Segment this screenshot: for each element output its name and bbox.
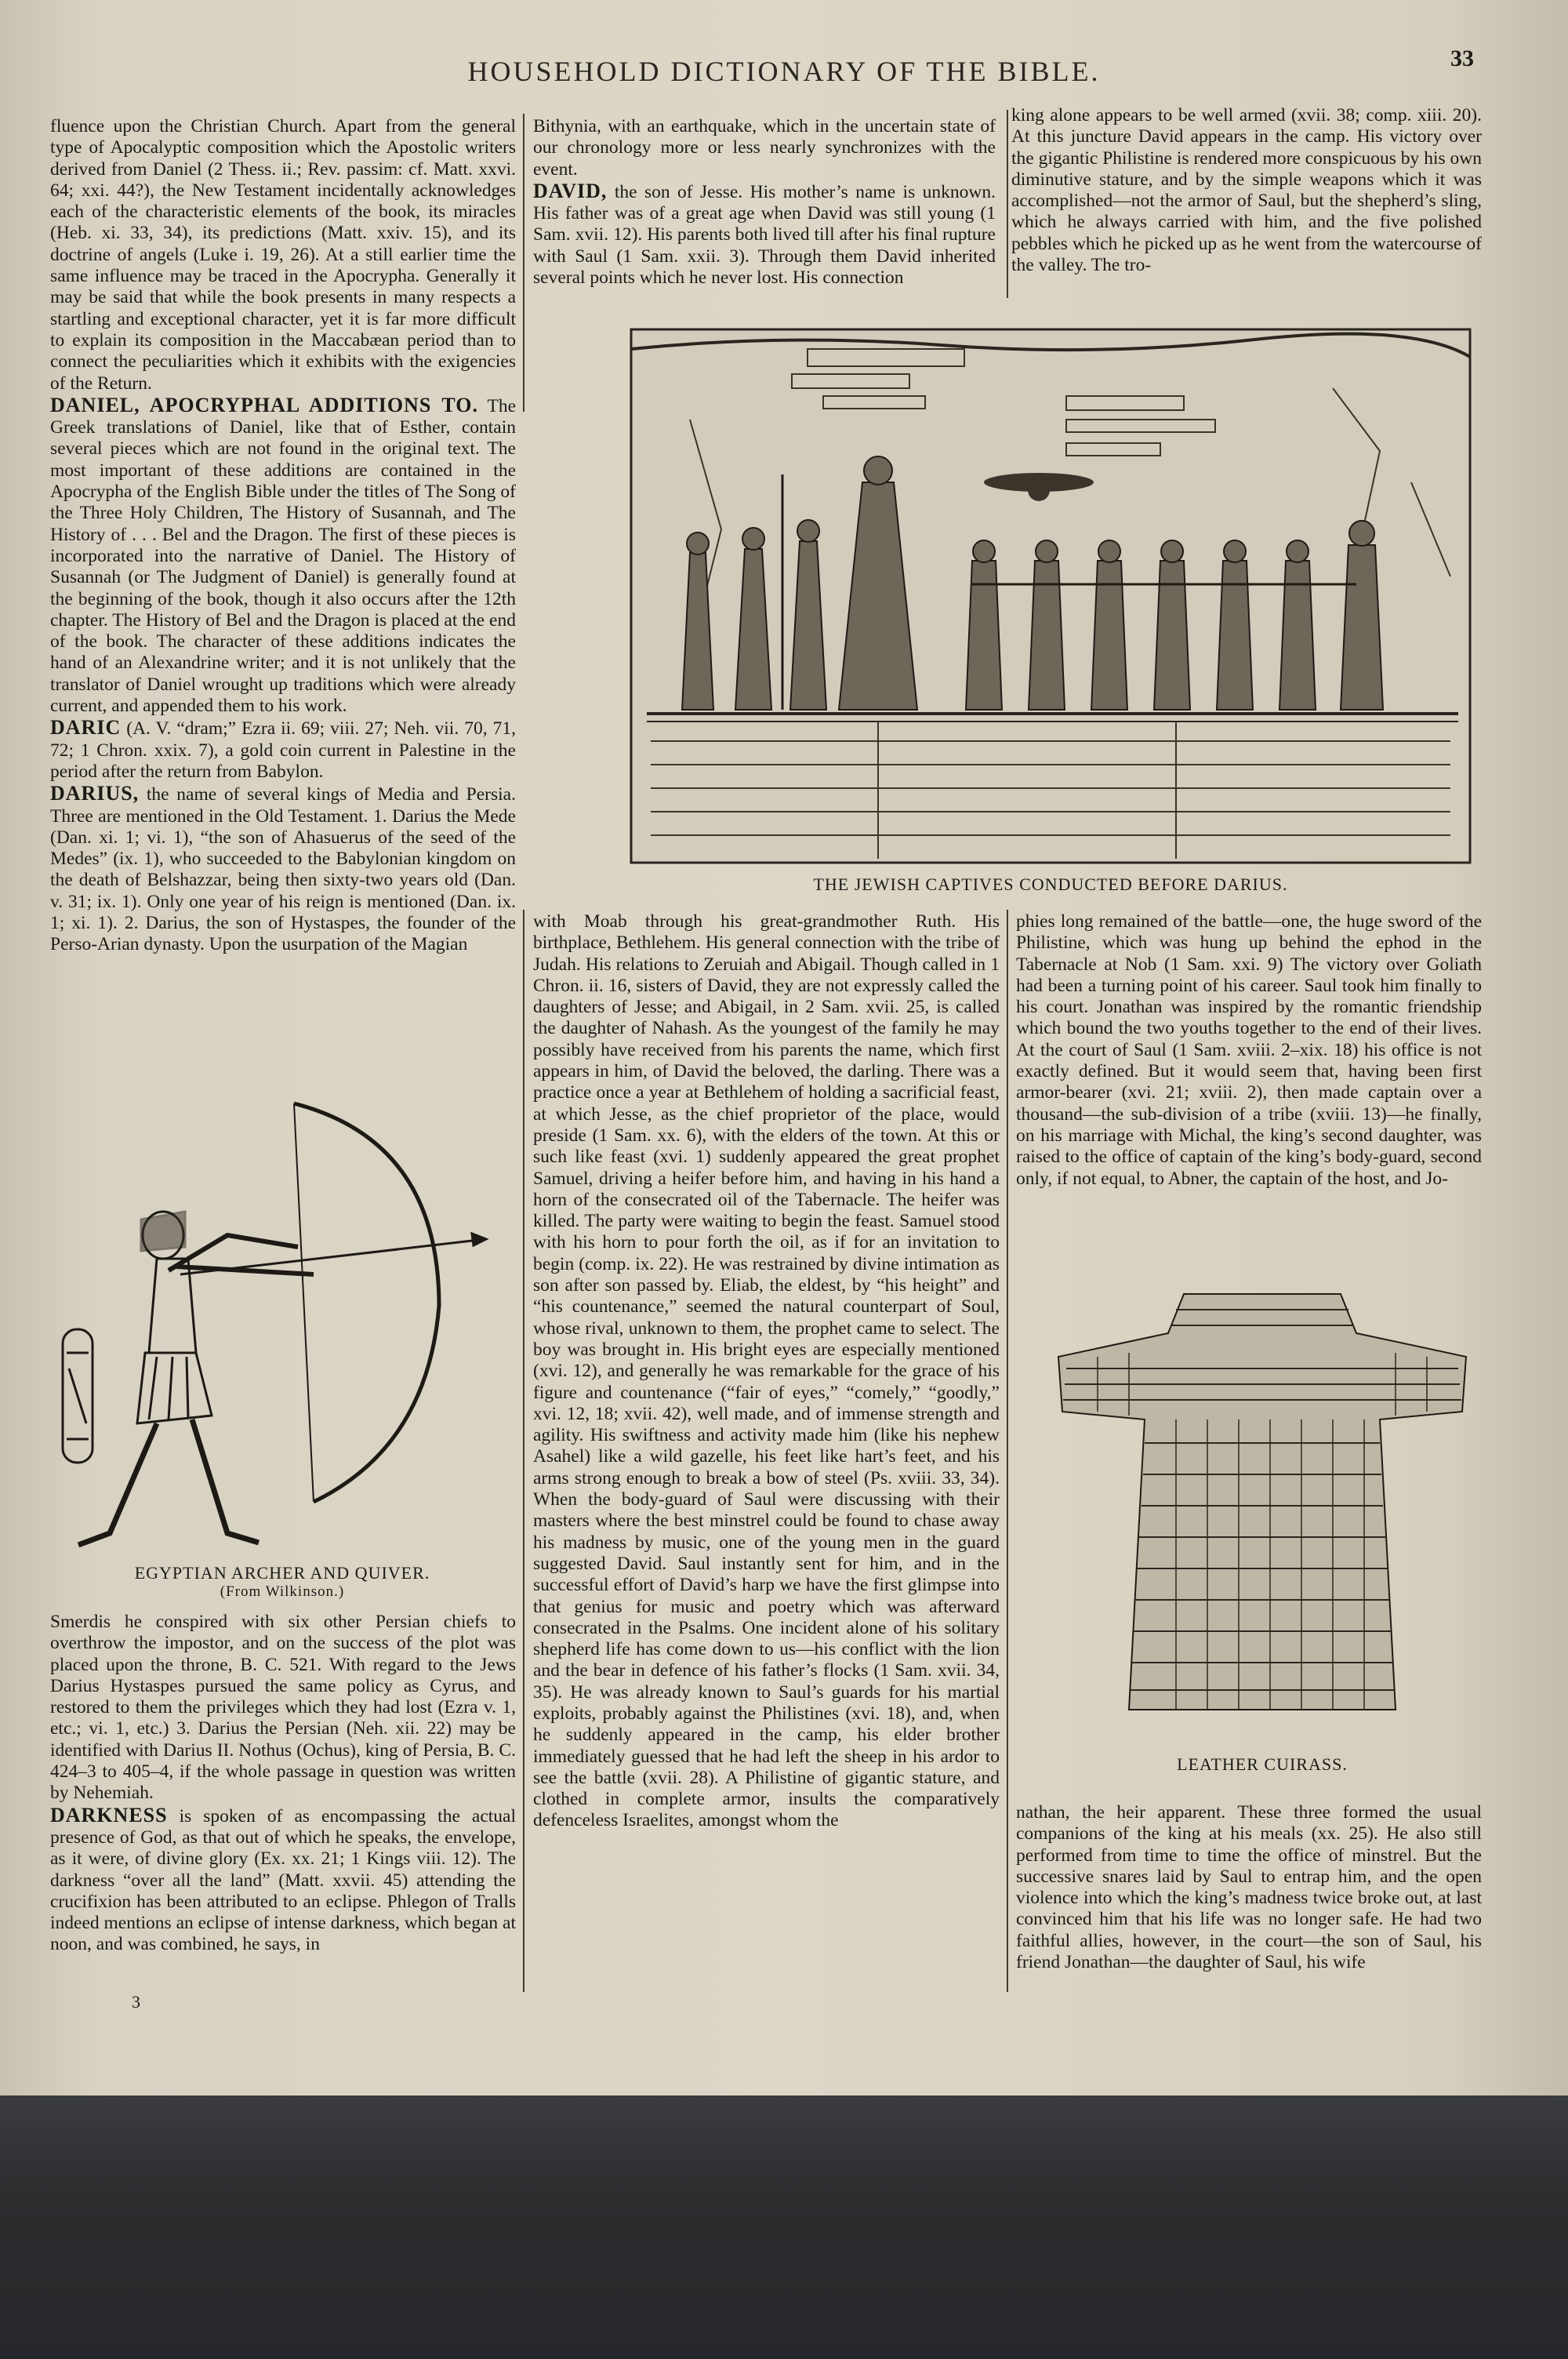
entry-head-david: DAVID, [533, 179, 608, 202]
signature-mark: 3 [132, 1992, 140, 2012]
paragraph-smerdis: Smerdis he conspired with six other Persian chiefs to overthrow the impostor, and on the success of the plot was placed upon the throne, B. C. 521. With regard to the Jews Darius Hystaspes pursued the same policy as Cyrus, and restored to them the privileges which they had lost (Ezra v. 1, etc.; vi. 1, etc.) 3. Darius the Persian (Neh. xii. 22) may be identified with Darius II. Nothus (Ochus), king of Persia, B. C. 424–3 to 405–4, if the whole passage in question was written by Nehemiah. [50, 1612, 516, 1804]
column-3-bottom [1016, 1802, 1482, 1973]
captives-relief-illustration [627, 325, 1474, 867]
column-2-top [533, 116, 996, 289]
archer-caption-source: (From Wilkinson.) [220, 1583, 345, 1600]
paragraph-david-life: with Moab through his great-grandmother Ruth. His birthplace, Bethlehem. His general connection with the tribe of Judah. His relations to Zeruiah and Abigail. Though called in 1 Chron. ii. 16, sisters of David, they are not expressly called the daughters of Jesse; and Abigail, in 2 Sam. xvii. 25, is called the daughter of Nahash. As the youngest of the family he may possibly have received from his parents the name, which first appears in him, of David the beloved, the darling. There was a practice once a year at Bethlehem of holding a sacrificial feast, at which Jesse, as the chief proprietor of the place, would preside (1 Sam. xx. 6), with the elders of the town. At this or such like feast (xvi. 1) suddenly appeared the great prophet Samuel, driving a heifer before him, and having in his hand a horn of the consecrated oil of the Tabernacle. The heifer was killed. The party were waiting to begin the feast. Samuel stood with his horn to pour forth the oil, as if for an invitation to begin (comp. ix. 22). He was restrained by divine intimation as son after son passed by. Eliab, the eldest, by “his height” and “his countenance,” seemed the natural counterpart of Soul, whose rival, unknown to them, the prophet came to select. The boy was brought in. His bright eyes are especially mentioned (xvi. 12), and generally he was remarkable for the grace of his figure and countenance (“fair of eyes,” “comely,” “goodly,” xvi. 12, 18; xvii. 42), well made, and of immense strength and agility. His swiftness and activity made him (like his nephew Asahel) like a wild gazelle, his feet like hart’s feet, and his arms strong enough to break a bow of steel (Ps. xviii. 33, 34). When the body-guard of Saul were discussing with their masters where the best minstrel could be found to chase away his madness by music, one of the young men in the guard suggested David. Saul instantly sent for him, and in the successful effort of David’s harp we have the first glimpse into that genius for music and poetry which was afterward consecrated in the Psalms. One incident alone of his solitary shepherd life has come down to us—his conflict with the lion and the bear in defence of his father’s flocks (1 Sam. xvii. 34, 35). He was already known to Saul’s guards for his martial exploits, probably against the Philistines (xvi. 18), and, when he suddenly appeared in the camp, his elder brother immediately guessed that he had left the sheep in his ardor to see the battle (xvii. 28). A Philistine of gigantic stature, and clothed in complete armor, insults the comparatively defenceless Israelites, amongst whom the [533, 911, 1000, 1831]
paragraph-daniel-continued: fluence upon the Christian Church. Apart from the general type of Apocalyptic composition which the Apostolic writers derived from Daniel (2 Thess. ii.; Rev. passim: cf. Matt. xxvi. 64; xxi. 44?), the New Testament incidentally acknowledges each of the characteristic elements of the book, its miracles (Heb. xi. 33, 34), its predictions (Matt. xxiv. 15), and its doctrine of angels (Luke i. 19, 26). At a still earlier time the same influence may be traced in the Apocrypha. Generally it may be said that while the book presents in many respects a startling and exceptional character, yet it is far more difficult to explain its composition in the Maccabæan period than to connect the peculiarities which it exhibits with the exigencies of the Return. [50, 116, 516, 394]
paragraph-darius: the name of several kings of Media and Persia. Three are mentioned in the Old Testament. 1. Darius the Mede (Dan. xi. 1; vi. 1), “the son of Ahasuerus of the seed of the Medes” (ix. 1), who succeeded to the Babylonian kingdom on the death of Belshazzar, being then sixty-two years old (Dan. v. 31; ix. 1). Only one year of his reign is mentioned (Dan. ix. 1; xi. 1). 2. Darius, the son of Hystaspes, the founder of the Perso-Arian dynasty. Upon the usurpation of the Magian [50, 784, 516, 955]
leather-cuirass-illustration [1051, 1286, 1474, 1733]
paragraph-jonathan: nathan, the heir apparent. These three formed the usual companions of the king at his meals (xx. 25). He also still performed from time to time the office of minstrel. But the successive snares laid by Saul to entrap him, and the open violence into which the king’s madness twice broke out, at last convinced him that his life was no longer safe. He had two faithful allies, however, in the court—the son of Saul, his friend Jonathan—the daughter of Saul, his wife [1016, 1802, 1482, 1973]
paragraph-david-intro: the son of Jesse. His mother’s name is unknown. His father was of a great age when David was still young (1 Sam. xvii. 12). His parents both lived till after his final rupture with Saul (1 Sam. xxii. 3). Through them David inherited several points which he never lost. His connection [533, 181, 996, 289]
entry-head-daric: DARIC [50, 716, 122, 740]
egyptian-archer-illustration [31, 1094, 502, 1565]
archer-caption-title: EGYPTIAN ARCHER AND QUIVER. [134, 1563, 430, 1583]
entry-head-daniel-apocryphal: DANIEL, APOCRYPHAL ADDITIONS TO. [50, 393, 478, 416]
column-3-top [1011, 105, 1482, 276]
background-surface [0, 2095, 1568, 2359]
cuirass-caption: LEATHER CUIRASS. [1177, 1754, 1348, 1774]
column-rule-2b [1007, 910, 1008, 1992]
paragraph-daric: (A. V. “dram;” Ezra ii. 69; viii. 27; Neh. vii. 70, 71, 72; 1 Chron. xxix. 7), a gold coin current in Palestine in the period after the return from Babylon. [50, 718, 516, 782]
running-header: HOUSEHOLD DICTIONARY OF THE BIBLE. [467, 56, 1101, 87]
column-3-middle [1016, 911, 1482, 1190]
column-rule-2 [1007, 110, 1008, 298]
relief-caption: THE JEWISH CAPTIVES CONDUCTED BEFORE DARIUS. [813, 874, 1288, 894]
paragraph-bithynia: Bithynia, with an earthquake, which in the uncertain state of our chronology more or less nearly synchronizes with the event. [533, 116, 996, 180]
entry-head-darkness: DARKNESS [50, 1803, 168, 1826]
entry-head-darius: DARIUS, [50, 782, 140, 805]
archer-caption [71, 1563, 494, 1601]
column-1-top [50, 116, 516, 956]
paragraph-david-court: phies long remained of the battle—one, the huge sword of the Philistine, which was hung up behind the ephod in the Tabernacle at Nob (1 Sam. xxi. 9) The victory over Goliath had been a turning point of his career. Saul took him finally to his court. Jonathan was inspired by the romantic friendship which bound the two youths together to the end of their lives. At the court of Saul (1 Sam. xviii. 2–xix. 18) his office is not exactly defined. But it would seem that, having been first armor-bearer (xvi. 21; xviii. 2), then made captain over a thousand—the sub-division of a tribe (xviii. 13)—he finally, on his marriage with Michal, the king’s second daughter, was raised to the office of captain of the king’s body-guard, second only, if not equal, to Abner, the captain of the host, and Jo- [1016, 911, 1482, 1189]
column-1-bottom [50, 1612, 516, 1956]
column-rule-1b [523, 910, 524, 1992]
paragraph-daniel-apocryphal: The Greek translations of Daniel, like that of Esther, contain several pieces which are not found in the original text. The most important of these additions are contained in the Apocrypha of the English Bible under the titles of The Song of the Three Holy Children, The History of Susannah, and The History of . . . Bel and the Dragon. The first of these pieces is incorporated into the narrative of Daniel. The History of Susannah (or The Judgment of Daniel) is generally found at the beginning of the book, though it also occurs after the 12th chapter. The History of Bel and the Dragon is placed at the end of the book. The character of these additions indicates the hand of an Alexandrine writer; and it is not unlikely that the translator of Daniel wrought up traditions which were already current, and appended them to his work. [50, 395, 517, 717]
column-2-bottom [533, 911, 1000, 1832]
paragraph-darkness: is spoken of as encompassing the actual presence of God, as that out of which he speaks, the envelope, as it were, of divine glory (Ex. xx. 21; 1 Kings viii. 12). The darkness “over all the land” (Matt. xxvii. 45) attending the crucifixion has been attributed to an eclipse. Phlegon of Tralls indeed mentions an eclipse of intense darkness, which began at noon, and was combined, he says, in [50, 1805, 516, 1955]
page-number: 33 [1450, 45, 1474, 71]
column-rule-1 [523, 114, 524, 412]
paragraph-goliath: king alone appears to be well armed (xvii. 38; comp. xiii. 20). At this juncture David appears in the camp. His victory over the gigantic Philistine is rendered more conspicuous by his own diminutive stature, and by the simple weapons which it was accomplished—not the armor of Saul, but the shepherd’s sling, which he always carried with him, and the five polished pebbles which he picked up as he went from the watercourse of the valley. The tro- [1011, 105, 1482, 276]
